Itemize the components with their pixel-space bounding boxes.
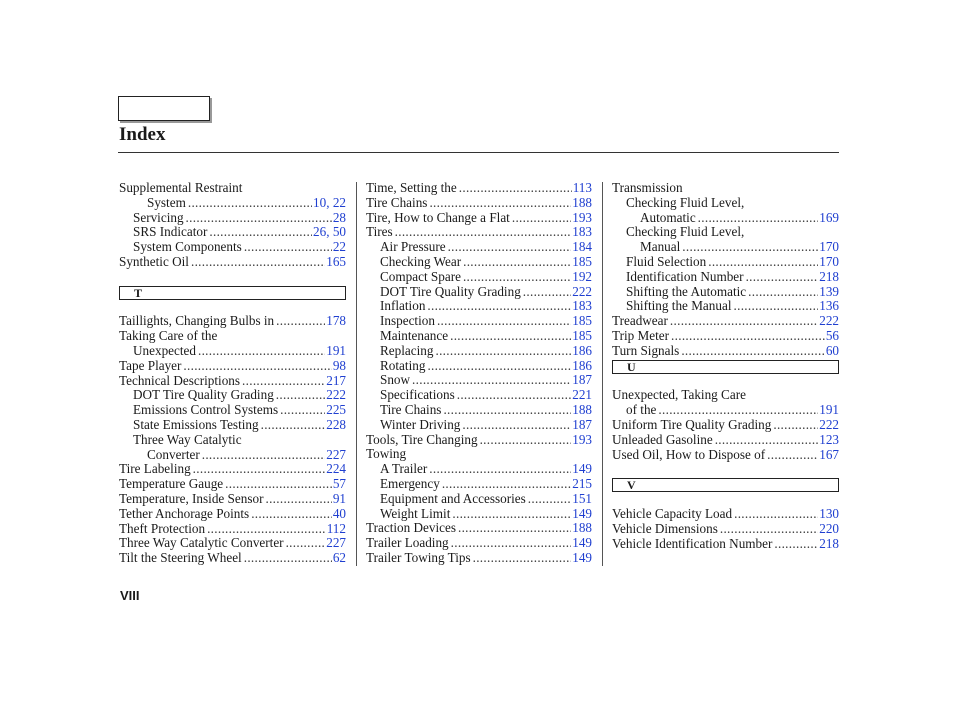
index-entry[interactable] <box>612 448 839 463</box>
entry-label: Three Way Catalytic <box>133 431 242 447</box>
index-entry[interactable] <box>612 344 839 359</box>
page-reference-link[interactable]: 193 <box>572 209 592 225</box>
page-reference-link[interactable]: 139 <box>819 283 839 299</box>
entry-label: Vehicle Identification Number <box>612 535 773 551</box>
entry-label: Tools, Tire Changing <box>366 431 478 447</box>
dot-leader <box>748 285 818 300</box>
index-entry[interactable] <box>612 507 839 522</box>
index-entry[interactable] <box>366 181 592 196</box>
page-reference-link[interactable]: 191 <box>326 342 346 358</box>
section-letter-header: T <box>119 286 346 300</box>
entry-label: Replacing <box>380 342 434 358</box>
dot-leader <box>207 522 326 537</box>
dot-leader <box>427 359 571 374</box>
dot-leader <box>450 329 571 344</box>
entry-label: Manual <box>640 239 681 255</box>
index-entry[interactable] <box>612 270 839 285</box>
page-reference-link[interactable]: 188 <box>572 401 592 417</box>
page-reference-link[interactable]: 193 <box>572 431 592 447</box>
index-entry[interactable] <box>366 551 592 566</box>
page-reference-link[interactable]: 112 <box>326 520 346 536</box>
spacer <box>612 462 839 477</box>
index-entry[interactable] <box>119 314 346 329</box>
entry-label: Tire Chains <box>380 401 442 417</box>
dot-leader <box>720 522 818 537</box>
dot-leader <box>244 240 332 255</box>
page-title: Index <box>119 124 166 145</box>
page-reference-link[interactable]: 136 <box>819 298 839 314</box>
dot-leader <box>708 255 818 270</box>
title-rule <box>118 152 839 153</box>
entry-label: Converter <box>147 446 200 462</box>
index-entry[interactable] <box>366 403 592 418</box>
dot-leader <box>658 403 818 418</box>
index-entry[interactable] <box>366 314 592 329</box>
dot-leader <box>427 299 571 314</box>
index-entry[interactable] <box>612 418 839 433</box>
dot-leader <box>734 507 818 522</box>
dot-leader <box>452 507 571 522</box>
index-entry[interactable] <box>612 211 839 226</box>
index-entry <box>366 447 592 462</box>
dot-leader <box>463 255 571 270</box>
page-reference-link[interactable]: 191 <box>819 402 839 418</box>
index-entry[interactable] <box>119 507 346 522</box>
dot-leader <box>188 196 312 211</box>
dot-leader <box>286 536 326 551</box>
dot-leader <box>276 388 325 403</box>
index-entry[interactable] <box>366 359 592 374</box>
index-entry[interactable] <box>366 521 592 536</box>
page-reference-link[interactable]: 28 <box>332 209 346 225</box>
page-reference-link[interactable]: 218 <box>819 535 839 551</box>
section-letter-header: V <box>612 478 839 492</box>
index-entry[interactable] <box>612 522 839 537</box>
column-divider <box>356 182 357 566</box>
dot-leader <box>202 448 325 463</box>
index-column-1 <box>119 181 346 566</box>
page-reference-link[interactable]: 40 <box>332 505 346 521</box>
section-letter-header: U <box>612 360 839 374</box>
page-reference-link[interactable]: 186 <box>572 342 592 358</box>
entry-label: Vehicle Capacity Load <box>612 505 733 521</box>
index-entry[interactable] <box>612 433 839 448</box>
entry-label: Traction Devices <box>366 520 456 536</box>
page-reference-link[interactable]: 222 <box>326 387 346 403</box>
index-entry[interactable] <box>366 492 592 507</box>
index-column-3 <box>612 181 839 551</box>
entry-label: Inspection <box>380 313 435 329</box>
index-entry[interactable] <box>366 270 592 285</box>
index-entry[interactable] <box>119 536 346 551</box>
entry-label: Transmission <box>612 180 683 195</box>
dot-leader <box>261 418 326 433</box>
entry-label: Technical Descriptions <box>119 372 241 388</box>
dot-leader <box>670 314 818 329</box>
page-reference-link[interactable]: 227 <box>326 535 346 551</box>
dot-leader <box>682 240 818 255</box>
page-reference-link[interactable]: 130 <box>819 505 839 521</box>
entry-label: Temperature Gauge <box>119 476 224 492</box>
page-reference-link[interactable]: 217 <box>326 372 346 388</box>
index-entry[interactable] <box>366 418 592 433</box>
dot-leader <box>280 403 325 418</box>
index-entry[interactable] <box>119 211 346 226</box>
entry-label: Tire Chains <box>366 194 428 210</box>
page-reference-link[interactable]: 228 <box>326 416 346 432</box>
dot-leader <box>265 492 331 507</box>
index-entry[interactable] <box>612 403 839 418</box>
index-entry[interactable] <box>119 344 346 359</box>
page-reference-link[interactable]: 149 <box>572 461 592 477</box>
page-reference-link[interactable]: 225 <box>326 402 346 418</box>
spacer <box>119 270 346 285</box>
dot-leader <box>448 240 572 255</box>
entry-label: Unleaded Gasoline <box>612 431 713 447</box>
entry-label: Synthetic Oil <box>119 253 189 269</box>
page-reference-link[interactable]: 186 <box>572 357 592 373</box>
page-reference-link[interactable]: 184 <box>572 239 592 255</box>
page-reference-link[interactable]: 113 <box>572 180 592 195</box>
entry-label: of the <box>626 402 657 418</box>
dot-leader <box>251 507 332 522</box>
entry-label: Emissions Control Systems <box>133 402 279 418</box>
page-reference-link[interactable]: 222 <box>572 283 592 299</box>
index-entry[interactable] <box>119 477 346 492</box>
index-entry[interactable] <box>366 329 592 344</box>
entry-label: Used Oil, How to Dispose of <box>612 446 766 462</box>
entry-label: Theft Protection <box>119 520 206 536</box>
index-entry[interactable] <box>119 418 346 433</box>
index-entry[interactable] <box>612 314 839 329</box>
entry-label: Shifting the Manual <box>626 298 732 314</box>
page-number: VIII <box>120 588 140 603</box>
dot-leader <box>671 329 825 344</box>
entry-label: Air Pressure <box>380 239 446 255</box>
index-entry[interactable] <box>366 211 592 226</box>
index-entry[interactable] <box>366 240 592 255</box>
index-column-2 <box>366 181 592 566</box>
dot-leader <box>715 433 819 448</box>
entry-label: Trailer Loading <box>366 535 449 551</box>
entry-label: Maintenance <box>380 327 449 343</box>
entry-label: Tilt the Steering Wheel <box>119 550 242 566</box>
dot-leader <box>681 344 825 359</box>
index-entry[interactable] <box>119 448 346 463</box>
dot-leader <box>198 344 325 359</box>
dot-leader <box>395 225 572 240</box>
page-reference-link[interactable]: 221 <box>572 387 592 403</box>
entry-label: Uniform Tire Quality Grading <box>612 416 772 432</box>
entry-label: Servicing <box>133 209 184 225</box>
index-entry <box>119 329 346 344</box>
index-entry[interactable] <box>119 240 346 255</box>
dot-leader <box>459 181 572 196</box>
index-entry[interactable] <box>366 255 592 270</box>
entry-label: Towing <box>366 446 407 462</box>
entry-label: Specifications <box>380 387 455 403</box>
entry-label: Supplemental Restraint <box>119 180 243 195</box>
page-reference-link[interactable]: 215 <box>572 475 592 491</box>
dot-leader <box>242 374 325 389</box>
entry-label: Weight Limit <box>380 505 451 521</box>
dot-leader <box>186 211 332 226</box>
page-reference-link[interactable]: 222 <box>819 416 839 432</box>
index-entry[interactable] <box>366 433 592 448</box>
dot-leader <box>437 314 571 329</box>
index-entry[interactable] <box>119 551 346 566</box>
dot-leader <box>463 270 571 285</box>
index-entry[interactable] <box>119 225 346 240</box>
dot-leader <box>767 448 818 463</box>
page-reference-link[interactable]: 62 <box>332 550 346 566</box>
page-reference-link[interactable]: 149 <box>572 505 592 521</box>
dot-leader <box>512 211 571 226</box>
dot-leader <box>698 211 819 226</box>
dot-leader <box>429 196 571 211</box>
entry-label: System Components <box>133 239 242 255</box>
entry-label: Tire, How to Change a Flat <box>366 209 510 225</box>
page-reference-link[interactable]: 183 <box>572 298 592 314</box>
page-reference-link[interactable]: 151 <box>572 490 592 506</box>
index-entry <box>612 181 839 196</box>
dot-leader <box>209 225 312 240</box>
index-entry[interactable] <box>119 359 346 374</box>
entry-label: Equipment and Accessories <box>380 490 526 506</box>
dot-leader <box>528 492 571 507</box>
page-reference-link[interactable]: 220 <box>819 520 839 536</box>
entry-label: Automatic <box>640 209 696 225</box>
entry-label: Unexpected, Taking Care <box>612 387 746 403</box>
dot-leader <box>429 462 571 477</box>
page-reference-link[interactable]: 98 <box>332 357 346 373</box>
page-reference-link[interactable]: 60 <box>825 342 839 358</box>
entry-label: Emergency <box>380 475 440 491</box>
page-reference-link[interactable]: 187 <box>572 372 592 388</box>
dot-leader <box>462 418 571 433</box>
page-reference-link[interactable]: 185 <box>572 327 592 343</box>
dot-leader <box>457 388 572 403</box>
dot-leader <box>480 433 572 448</box>
page-reference-link[interactable]: 10, 22 <box>313 194 346 210</box>
entry-label: Fluid Selection <box>626 253 707 269</box>
entry-label: Tape Player <box>119 357 182 373</box>
page-reference-link[interactable]: 56 <box>825 327 839 343</box>
index-entry[interactable] <box>366 507 592 522</box>
index-entry <box>612 388 839 403</box>
page-reference-link[interactable]: 185 <box>572 253 592 269</box>
spacer <box>612 374 839 389</box>
entry-label: Trailer Towing Tips <box>366 549 471 565</box>
entry-label: Compact Spare <box>380 268 461 284</box>
entry-label: Tire Labeling <box>119 461 191 477</box>
entry-label: Identification Number <box>626 268 744 284</box>
dot-leader <box>443 403 571 418</box>
entry-label: Rotating <box>380 357 426 373</box>
index-entry <box>612 196 839 211</box>
page-reference-link[interactable]: 188 <box>572 520 592 536</box>
index-entry[interactable] <box>366 388 592 403</box>
index-entry[interactable] <box>366 285 592 300</box>
entry-label: Three Way Catalytic Converter <box>119 535 284 551</box>
section-tab-box <box>118 96 210 121</box>
dot-leader <box>412 373 571 388</box>
index-entry[interactable] <box>612 285 839 300</box>
index-entry[interactable] <box>119 255 346 270</box>
entry-label: Turn Signals <box>612 342 680 358</box>
index-entry[interactable] <box>366 225 592 240</box>
entry-label: Checking Fluid Level, <box>626 194 745 210</box>
entry-label: Winter Driving <box>380 416 461 432</box>
dot-leader <box>746 270 819 285</box>
dot-leader <box>191 255 325 270</box>
index-entry[interactable] <box>119 522 346 537</box>
index-entry[interactable] <box>119 462 346 477</box>
entry-label: Checking Fluid Level, <box>626 224 745 240</box>
page-reference-link[interactable]: 227 <box>326 446 346 462</box>
page-reference-link[interactable]: 192 <box>572 268 592 284</box>
index-entry[interactable] <box>612 255 839 270</box>
index-entry <box>119 181 346 196</box>
spacer <box>612 492 839 507</box>
entry-label: Taking Care of the <box>119 328 218 344</box>
entry-label: DOT Tire Quality Grading <box>133 387 274 403</box>
entry-label: Tires <box>366 224 393 240</box>
dot-leader <box>451 536 572 551</box>
page-reference-link[interactable]: 26, 50 <box>313 224 346 240</box>
entry-label: Snow <box>380 372 411 388</box>
index-entry[interactable] <box>119 388 346 403</box>
index-entry[interactable] <box>366 299 592 314</box>
dot-leader <box>523 285 571 300</box>
dot-leader <box>225 477 332 492</box>
entry-label: A Trailer <box>380 461 428 477</box>
index-entry[interactable] <box>612 299 839 314</box>
entry-label: Checking Wear <box>380 253 462 269</box>
index-entry[interactable] <box>612 537 839 552</box>
entry-label: Inflation <box>380 298 426 314</box>
index-entry[interactable] <box>612 329 839 344</box>
page-reference-link[interactable]: 57 <box>332 476 346 492</box>
index-entry[interactable] <box>366 536 592 551</box>
page-reference-link[interactable]: 149 <box>572 549 592 565</box>
page-reference-link[interactable]: 222 <box>819 313 839 329</box>
dot-leader <box>773 418 818 433</box>
dot-leader <box>734 299 819 314</box>
entry-label: System <box>147 194 186 210</box>
entry-label: Time, Setting the <box>366 180 457 195</box>
page-reference-link[interactable]: 187 <box>572 416 592 432</box>
index-entry <box>119 433 346 448</box>
entry-label: Temperature, Inside Sensor <box>119 490 264 506</box>
index-entry[interactable] <box>119 374 346 389</box>
dot-leader <box>774 537 818 552</box>
page-reference-link[interactable]: 22 <box>332 239 346 255</box>
dot-leader <box>183 359 331 374</box>
page-reference-link[interactable]: 178 <box>326 313 346 329</box>
dot-leader <box>244 551 332 566</box>
page-reference-link[interactable]: 218 <box>819 268 839 284</box>
entry-label: Vehicle Dimensions <box>612 520 718 536</box>
page-reference-link[interactable]: 123 <box>819 431 839 447</box>
entry-label: Shifting the Automatic <box>626 283 747 299</box>
index-entry[interactable] <box>119 196 346 211</box>
index-entry[interactable] <box>366 373 592 388</box>
index-entry[interactable] <box>366 477 592 492</box>
spacer <box>119 300 346 315</box>
dot-leader <box>193 462 326 477</box>
dot-leader <box>435 344 571 359</box>
page-reference-link[interactable]: 170 <box>819 239 839 255</box>
page-reference-link[interactable]: 183 <box>572 224 592 240</box>
page-reference-link[interactable]: 185 <box>572 313 592 329</box>
page-reference-link[interactable]: 91 <box>332 490 346 506</box>
entry-label: Taillights, Changing Bulbs in <box>119 313 275 329</box>
page-reference-link[interactable]: 149 <box>572 535 592 551</box>
entry-label: Treadwear <box>612 313 668 329</box>
entry-label: DOT Tire Quality Grading <box>380 283 521 299</box>
index-entry[interactable] <box>119 403 346 418</box>
entry-label: Unexpected <box>133 342 196 358</box>
page-reference-link[interactable]: 169 <box>819 209 839 225</box>
dot-leader <box>473 551 572 566</box>
page-reference-link[interactable]: 188 <box>572 194 592 210</box>
page-reference-link[interactable]: 165 <box>326 253 346 269</box>
index-entry <box>612 225 839 240</box>
dot-leader <box>276 314 325 329</box>
column-divider <box>602 182 603 566</box>
page-reference-link[interactable]: 167 <box>819 446 839 462</box>
page-reference-link[interactable]: 170 <box>819 253 839 269</box>
index-entry[interactable] <box>612 240 839 255</box>
index-entry[interactable] <box>119 492 346 507</box>
entry-label: Trip Meter <box>612 327 670 343</box>
entry-label: State Emissions Testing <box>133 416 259 432</box>
page-reference-link[interactable]: 224 <box>326 461 346 477</box>
entry-label: SRS Indicator <box>133 224 208 240</box>
entry-label: Tether Anchorage Points <box>119 505 250 521</box>
index-entry[interactable] <box>366 344 592 359</box>
dot-leader <box>442 477 571 492</box>
dot-leader <box>458 521 571 536</box>
index-entry[interactable] <box>366 196 592 211</box>
index-entry[interactable] <box>366 462 592 477</box>
